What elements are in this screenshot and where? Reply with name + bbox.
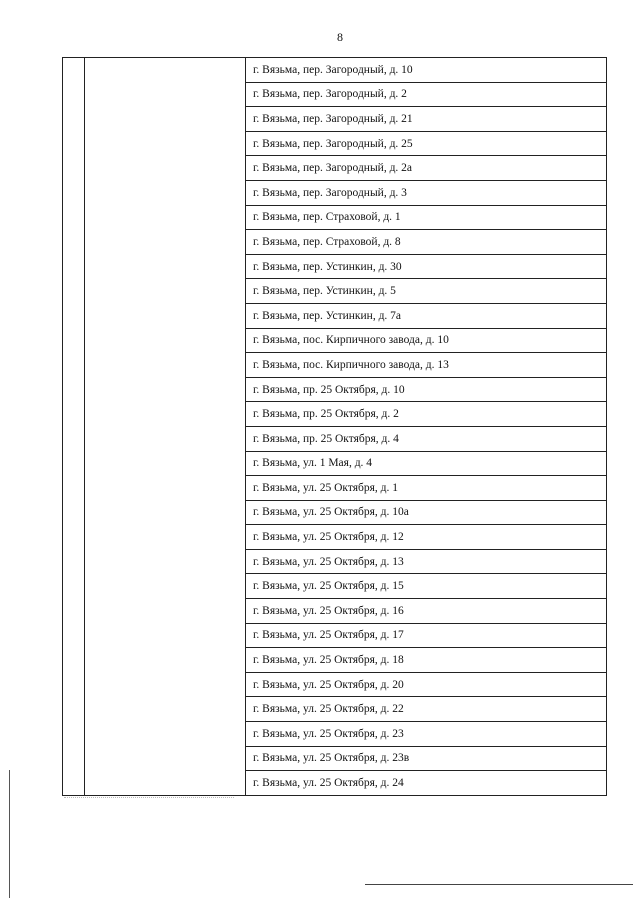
address-cell: г. Вязьма, ул. 25 Октября, д. 24: [246, 771, 607, 796]
address-cell: г. Вязьма, ул. 25 Октября, д. 13: [246, 549, 607, 574]
address-cell: г. Вязьма, ул. 25 Октября, д. 18: [246, 648, 607, 673]
address-table: [62, 57, 607, 796]
scan-artifact-line: [64, 797, 234, 799]
address-cell: г. Вязьма, ул. 25 Октября, д. 16: [246, 599, 607, 624]
address-cell: г. Вязьма, ул. 1 Мая, д. 4: [246, 451, 607, 476]
address-cell: г. Вязьма, ул. 25 Октября, д. 23: [246, 722, 607, 747]
address-cell: г. Вязьма, пер. Загородный, д. 2: [246, 82, 607, 107]
address-cell: г. Вязьма, пер. Загородный, д. 25: [246, 131, 607, 156]
address-cell: г. Вязьма, пер. Страховой, д. 8: [246, 230, 607, 255]
address-cell: г. Вязьма, ул. 25 Октября, д. 22: [246, 697, 607, 722]
address-table-body: [63, 58, 607, 796]
number-cell: [63, 58, 85, 796]
margin-line-left: [9, 770, 10, 898]
address-cell: г. Вязьма, ул. 25 Октября, д. 23в: [246, 746, 607, 771]
address-cell: г. Вязьма, ул. 25 Октября, д. 12: [246, 525, 607, 550]
address-cell: г. Вязьма, ул. 25 Октября, д. 15: [246, 574, 607, 599]
address-cell: г. Вязьма, ул. 25 Октября, д. 17: [246, 623, 607, 648]
address-cell: г. Вязьма, ул. 25 Октября, д. 10а: [246, 500, 607, 525]
address-cell: г. Вязьма, пер. Устинкин, д. 5: [246, 279, 607, 304]
table-row: [63, 58, 607, 83]
address-cell: г. Вязьма, пер. Загородный, д. 2а: [246, 156, 607, 181]
address-cell: г. Вязьма, пер. Загородный, д. 21: [246, 107, 607, 132]
address-cell: г. Вязьма, ул. 25 Октября, д. 1: [246, 476, 607, 501]
address-cell: г. Вязьма, пр. 25 Октября, д. 2: [246, 402, 607, 427]
page-number: 8: [337, 30, 343, 44]
address-cell: г. Вязьма, пос. Кирпичного завода, д. 13: [246, 353, 607, 378]
address-cell: г. Вязьма, пр. 25 Октября, д. 4: [246, 426, 607, 451]
address-cell: г. Вязьма, пос. Кирпичного завода, д. 10: [246, 328, 607, 353]
address-cell: г. Вязьма, пр. 25 Октября, д. 10: [246, 377, 607, 402]
address-cell: г. Вязьма, пер. Загородный, д. 3: [246, 180, 607, 205]
address-cell: г. Вязьма, пер. Устинкин, д. 7а: [246, 303, 607, 328]
address-cell: г. Вязьма, пер. Загородный, д. 10: [246, 58, 607, 83]
margin-line-bottom: [365, 884, 633, 885]
address-cell: г. Вязьма, пер. Страховой, д. 1: [246, 205, 607, 230]
address-cell: г. Вязьма, ул. 25 Октября, д. 20: [246, 672, 607, 697]
address-cell: г. Вязьма, пер. Устинкин, д. 30: [246, 254, 607, 279]
name-cell: [85, 58, 246, 796]
